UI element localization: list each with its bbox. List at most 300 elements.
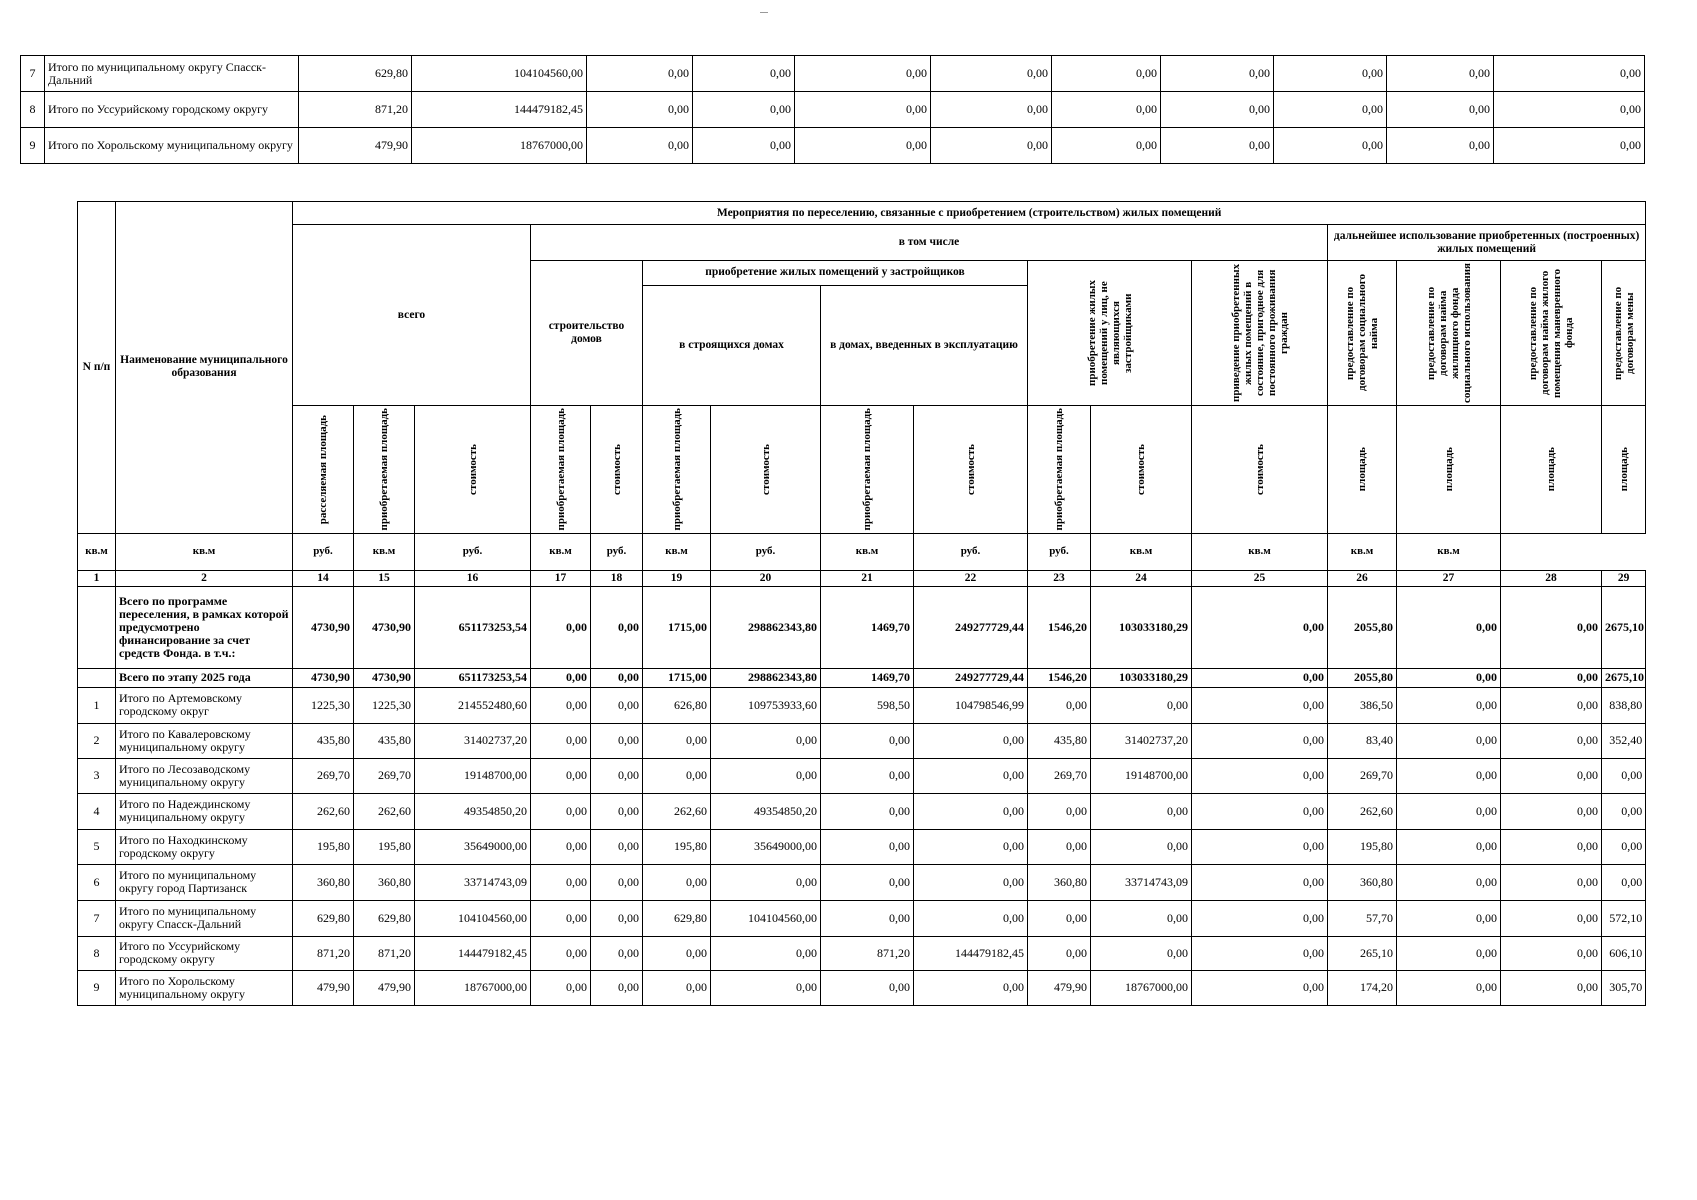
- value-cell: 104104560,00: [415, 900, 531, 936]
- value-cell: 0,00: [1397, 586, 1501, 668]
- value-cell: 0,00: [821, 829, 914, 864]
- value-cell: 0,00: [591, 723, 643, 758]
- value-cell: 2675,10: [1602, 668, 1646, 687]
- top-continuation-table: [20, 55, 1645, 164]
- value-cell: 0,00: [1397, 900, 1501, 936]
- value-cell: 0,00: [821, 864, 914, 900]
- value-cell: 0,00: [1028, 900, 1091, 936]
- value-cell: 0,00: [711, 970, 821, 1005]
- table-row: [78, 864, 1646, 900]
- value-cell: 33714743,09: [1091, 864, 1192, 900]
- value-cell: 0,00: [1501, 793, 1602, 829]
- value-cell: 298862343,80: [711, 668, 821, 687]
- value-cell: 0,00: [1501, 586, 1602, 668]
- sub-ploshchad: площадь: [1501, 406, 1602, 534]
- value-cell: 18767000,00: [1091, 970, 1192, 1005]
- row-number: 2: [78, 723, 116, 758]
- value-cell: 435,80: [354, 723, 415, 758]
- col-n-header: N п/п: [78, 202, 116, 534]
- column-number: 28: [1501, 570, 1602, 586]
- value-cell: 479,90: [293, 970, 354, 1005]
- table-row: [78, 970, 1646, 1005]
- value-cell: 479,90: [299, 128, 412, 164]
- unit-kvm: кв.м: [821, 533, 914, 570]
- value-cell: 0,00: [591, 900, 643, 936]
- row-number: 9: [78, 970, 116, 1005]
- value-cell: 1546,20: [1028, 586, 1091, 668]
- resettlement-table: [77, 201, 1646, 1006]
- header-dalneyshee: дальнейшее использование приобретенных (построенных) жилых помещений: [1328, 225, 1646, 261]
- sub-priobretaemaya: приобретаемая площадь: [643, 406, 711, 534]
- column-number: 17: [531, 570, 591, 586]
- value-cell: 386,50: [1328, 687, 1397, 723]
- value-cell: 35649000,00: [415, 829, 531, 864]
- value-cell: 0,00: [1602, 829, 1646, 864]
- value-cell: 0,00: [1192, 864, 1328, 900]
- value-cell: 0,00: [1274, 56, 1387, 92]
- value-cell: 435,80: [293, 723, 354, 758]
- value-cell: 572,10: [1602, 900, 1646, 936]
- value-cell: 0,00: [1501, 687, 1602, 723]
- value-cell: 0,00: [1397, 829, 1501, 864]
- value-cell: 103033180,29: [1091, 668, 1192, 687]
- column-number: 27: [1397, 570, 1501, 586]
- value-cell: 651173253,54: [415, 586, 531, 668]
- value-cell: 31402737,20: [1091, 723, 1192, 758]
- value-cell: 144479182,45: [412, 92, 587, 128]
- value-cell: 1225,30: [354, 687, 415, 723]
- value-cell: 0,00: [693, 128, 795, 164]
- value-cell: 479,90: [354, 970, 415, 1005]
- value-cell: 0,00: [1028, 793, 1091, 829]
- value-cell: 0,00: [795, 128, 931, 164]
- value-cell: 0,00: [531, 829, 591, 864]
- value-cell: 0,00: [821, 758, 914, 793]
- table-row: [78, 758, 1646, 793]
- value-cell: 31402737,20: [415, 723, 531, 758]
- value-cell: 0,00: [1161, 56, 1274, 92]
- value-cell: 262,60: [643, 793, 711, 829]
- value-cell: 35649000,00: [711, 829, 821, 864]
- value-cell: 0,00: [931, 56, 1052, 92]
- value-cell: 49354850,20: [415, 793, 531, 829]
- main-table-body: [78, 586, 1646, 1005]
- value-cell: 0,00: [795, 56, 931, 92]
- header-priobr-u-lic: приобретение жилых помещений у лиц, не являющихся застройщиками: [1028, 261, 1192, 406]
- value-cell: 1469,70: [821, 668, 914, 687]
- sub-ploshchad: площадь: [1602, 406, 1646, 534]
- unit-kvm: кв.м: [1192, 533, 1328, 570]
- value-cell: 651173253,54: [415, 668, 531, 687]
- value-cell: 0,00: [1161, 128, 1274, 164]
- value-cell: 4730,90: [293, 668, 354, 687]
- value-cell: 0,00: [711, 758, 821, 793]
- value-cell: 18767000,00: [415, 970, 531, 1005]
- value-cell: 0,00: [821, 970, 914, 1005]
- column-number: 25: [1192, 570, 1328, 586]
- value-cell: 0,00: [1192, 793, 1328, 829]
- value-cell: 0,00: [1192, 723, 1328, 758]
- sub-stoimost: стоимость: [711, 406, 821, 534]
- value-cell: 0,00: [1161, 92, 1274, 128]
- value-cell: 0,00: [1091, 793, 1192, 829]
- value-cell: 0,00: [711, 864, 821, 900]
- value-cell: 2675,10: [1602, 586, 1646, 668]
- value-cell: 1225,30: [293, 687, 354, 723]
- column-number: 24: [1091, 570, 1192, 586]
- value-cell: 0,00: [1192, 586, 1328, 668]
- value-cell: 0,00: [1501, 970, 1602, 1005]
- sub-stoimost: стоимость: [1091, 406, 1192, 534]
- value-cell: 0,00: [1052, 128, 1161, 164]
- sub-ploshchad: площадь: [1328, 406, 1397, 534]
- column-number: 23: [1028, 570, 1091, 586]
- municipality-name: Итого по муниципальному округу Спасск-Дальний: [116, 900, 293, 936]
- municipality-name: Итого по Лесозаводскому муниципальному округу: [116, 758, 293, 793]
- value-cell: 0,00: [1091, 900, 1192, 936]
- value-cell: 0,00: [531, 864, 591, 900]
- value-cell: 18767000,00: [412, 128, 587, 164]
- sub-priobretaemaya: приобретаемая площадь: [354, 406, 415, 534]
- value-cell: 0,00: [1387, 92, 1494, 128]
- value-cell: 0,00: [1397, 970, 1501, 1005]
- value-cell: 0,00: [1397, 758, 1501, 793]
- value-cell: 83,40: [1328, 723, 1397, 758]
- value-cell: 0,00: [591, 829, 643, 864]
- column-number: 29: [1602, 570, 1646, 586]
- value-cell: 1715,00: [643, 586, 711, 668]
- municipality-name: Итого по Надеждинскому муниципальному округу: [116, 793, 293, 829]
- value-cell: 0,00: [587, 128, 693, 164]
- column-number: 14: [293, 570, 354, 586]
- value-cell: 0,00: [531, 687, 591, 723]
- column-number: 18: [591, 570, 643, 586]
- row-number: 3: [78, 758, 116, 793]
- value-cell: 0,00: [1501, 668, 1602, 687]
- unit-rub: руб.: [591, 533, 643, 570]
- value-cell: 57,70: [1328, 900, 1397, 936]
- value-cell: 0,00: [1501, 936, 1602, 970]
- table-row: [78, 936, 1646, 970]
- total-row: [78, 668, 1646, 687]
- row-number: 8: [21, 92, 45, 128]
- value-cell: 0,00: [643, 723, 711, 758]
- unit-kvm: кв.м: [643, 533, 711, 570]
- value-cell: 4730,90: [354, 586, 415, 668]
- table-row: [21, 128, 1645, 164]
- value-cell: 0,00: [1274, 128, 1387, 164]
- value-cell: 0,00: [531, 936, 591, 970]
- value-cell: 0,00: [1501, 900, 1602, 936]
- column-number: 26: [1328, 570, 1397, 586]
- municipality-name: Всего по этапу 2025 года: [116, 668, 293, 687]
- column-number-row: [78, 570, 1646, 586]
- municipality-name: Итого по Хорольскому муниципальному округу: [45, 128, 299, 164]
- value-cell: 104798546,99: [914, 687, 1028, 723]
- value-cell: 871,20: [821, 936, 914, 970]
- value-cell: 0,00: [914, 900, 1028, 936]
- value-cell: 0,00: [1397, 723, 1501, 758]
- value-cell: 0,00: [1501, 829, 1602, 864]
- value-cell: 0,00: [1501, 758, 1602, 793]
- value-cell: 0,00: [1091, 829, 1192, 864]
- sub-stoimost: стоимость: [415, 406, 531, 534]
- sub-ploshchad: площадь: [1397, 406, 1501, 534]
- value-cell: 629,80: [354, 900, 415, 936]
- value-cell: 352,40: [1602, 723, 1646, 758]
- value-cell: 1546,20: [1028, 668, 1091, 687]
- value-cell: 0,00: [914, 864, 1028, 900]
- header-meny: предоставление по договорам мены: [1602, 261, 1646, 406]
- sub-stoimost: стоимость: [1192, 406, 1328, 534]
- header-top: Мероприятия по переселению, связанные с приобретением (строительством) жилых помещений: [293, 202, 1646, 225]
- value-cell: 0,00: [693, 56, 795, 92]
- column-number: 1: [78, 570, 116, 586]
- sub-priobretaemaya: приобретаемая площадь: [531, 406, 591, 534]
- value-cell: 629,80: [643, 900, 711, 936]
- municipality-name: Итого по Кавалеровскому муниципальному округу: [116, 723, 293, 758]
- unit-kvm: кв.м: [1397, 533, 1501, 570]
- row-number: 1: [78, 687, 116, 723]
- value-cell: 0,00: [643, 936, 711, 970]
- value-cell: 0,00: [1192, 687, 1328, 723]
- unit-kvm: кв.м: [1328, 533, 1397, 570]
- value-cell: 0,00: [643, 758, 711, 793]
- value-cell: 0,00: [1397, 936, 1501, 970]
- value-cell: 0,00: [587, 92, 693, 128]
- value-cell: 0,00: [531, 793, 591, 829]
- value-cell: 0,00: [1387, 128, 1494, 164]
- total-row: [78, 586, 1646, 668]
- municipality-name: Итого по Уссурийскому городскому округу: [116, 936, 293, 970]
- value-cell: 33714743,09: [415, 864, 531, 900]
- value-cell: 0,00: [821, 900, 914, 936]
- value-cell: 265,10: [1328, 936, 1397, 970]
- column-number: 2: [116, 570, 293, 586]
- value-cell: 0,00: [711, 723, 821, 758]
- header-nayma-manevr: предоставление по договорам найма жилого помещения маневренного фонда: [1501, 261, 1602, 406]
- header-nayma-soc-isp: предоставление по договорам найма жилищного фонда социального использования: [1397, 261, 1501, 406]
- row-number: 4: [78, 793, 116, 829]
- unit-rub: руб.: [293, 533, 354, 570]
- row-number: 7: [21, 56, 45, 92]
- value-cell: 4730,90: [354, 668, 415, 687]
- table-row: [78, 723, 1646, 758]
- municipality-name: Итого по Хорольскому муниципальному округу: [116, 970, 293, 1005]
- unit-kvm: кв.м: [116, 533, 293, 570]
- value-cell: 0,00: [795, 92, 931, 128]
- municipality-name: Итого по Артемовскому городскому округ: [116, 687, 293, 723]
- table-row: [78, 793, 1646, 829]
- value-cell: 0,00: [931, 128, 1052, 164]
- municipality-name: Итого по муниципальному округу Спасск-Дальний: [45, 56, 299, 92]
- value-cell: 360,80: [1028, 864, 1091, 900]
- unit-kvm: кв.м: [531, 533, 591, 570]
- sub-rasselyaemaya: расселяемая площадь: [293, 406, 354, 534]
- header-soc-nayma: предоставление по договорам социального найма: [1328, 261, 1397, 406]
- value-cell: 0,00: [1602, 793, 1646, 829]
- value-cell: 0,00: [914, 793, 1028, 829]
- value-cell: 0,00: [711, 936, 821, 970]
- row-number: 7: [78, 900, 116, 936]
- value-cell: 19148700,00: [415, 758, 531, 793]
- value-cell: 0,00: [931, 92, 1052, 128]
- value-cell: 262,60: [354, 793, 415, 829]
- row-number: 5: [78, 829, 116, 864]
- value-cell: 629,80: [293, 900, 354, 936]
- value-cell: 871,20: [354, 936, 415, 970]
- value-cell: 0,00: [1192, 900, 1328, 936]
- header-vsego: всего: [293, 225, 531, 406]
- value-cell: 0,00: [1091, 936, 1192, 970]
- sub-stoimost: стоимость: [914, 406, 1028, 534]
- column-number: 15: [354, 570, 415, 586]
- value-cell: 435,80: [1028, 723, 1091, 758]
- value-cell: 0,00: [1387, 56, 1494, 92]
- value-cell: 109753933,60: [711, 687, 821, 723]
- row-number: 6: [78, 864, 116, 900]
- row-number: [78, 668, 116, 687]
- value-cell: 0,00: [1501, 723, 1602, 758]
- value-cell: 0,00: [1091, 687, 1192, 723]
- value-cell: 0,00: [591, 687, 643, 723]
- table-row: [78, 687, 1646, 723]
- value-cell: 0,00: [1052, 92, 1161, 128]
- value-cell: 269,70: [293, 758, 354, 793]
- value-cell: 0,00: [531, 900, 591, 936]
- value-cell: 49354850,20: [711, 793, 821, 829]
- value-cell: 606,10: [1602, 936, 1646, 970]
- value-cell: 0,00: [1397, 793, 1501, 829]
- value-cell: 0,00: [1494, 92, 1645, 128]
- value-cell: 214552480,60: [415, 687, 531, 723]
- value-cell: 0,00: [1192, 829, 1328, 864]
- value-cell: 195,80: [643, 829, 711, 864]
- municipality-name: Итого по Уссурийскому городскому округу: [45, 92, 299, 128]
- value-cell: 0,00: [1052, 56, 1161, 92]
- value-cell: 0,00: [1501, 864, 1602, 900]
- value-cell: 262,60: [293, 793, 354, 829]
- header-v-stroyashchihsya: в строящихся домах: [643, 285, 821, 406]
- sub-priobretaemaya: приобретаемая площадь: [1028, 406, 1091, 534]
- table-row: [21, 56, 1645, 92]
- value-cell: 0,00: [591, 758, 643, 793]
- value-cell: 298862343,80: [711, 586, 821, 668]
- row-number: 8: [78, 936, 116, 970]
- value-cell: 19148700,00: [1091, 758, 1192, 793]
- value-cell: 195,80: [293, 829, 354, 864]
- value-cell: 360,80: [1328, 864, 1397, 900]
- value-cell: 269,70: [1328, 758, 1397, 793]
- value-cell: 0,00: [1192, 668, 1328, 687]
- value-cell: 0,00: [531, 723, 591, 758]
- value-cell: 871,20: [299, 92, 412, 128]
- value-cell: 0,00: [591, 936, 643, 970]
- value-cell: 195,80: [1328, 829, 1397, 864]
- value-cell: 0,00: [591, 586, 643, 668]
- value-cell: 174,20: [1328, 970, 1397, 1005]
- unit-kvm: кв.м: [354, 533, 415, 570]
- value-cell: 144479182,45: [914, 936, 1028, 970]
- unit-rub: руб.: [1028, 533, 1091, 570]
- value-cell: 0,00: [914, 970, 1028, 1005]
- value-cell: 626,80: [643, 687, 711, 723]
- col-name-header: Наименование муниципального образования: [116, 202, 293, 534]
- value-cell: 0,00: [531, 586, 591, 668]
- sub-priobretaemaya: приобретаемая площадь: [821, 406, 914, 534]
- row-number: 9: [21, 128, 45, 164]
- value-cell: 104104560,00: [711, 900, 821, 936]
- value-cell: 360,80: [354, 864, 415, 900]
- value-cell: 838,80: [1602, 687, 1646, 723]
- top-table-body: [21, 56, 1645, 164]
- value-cell: 0,00: [1397, 687, 1501, 723]
- value-cell: 0,00: [587, 56, 693, 92]
- value-cell: 144479182,45: [415, 936, 531, 970]
- value-cell: 629,80: [299, 56, 412, 92]
- value-cell: 104104560,00: [412, 56, 587, 92]
- value-cell: 0,00: [1397, 864, 1501, 900]
- unit-kvm: кв.м: [78, 533, 116, 570]
- value-cell: 269,70: [354, 758, 415, 793]
- column-number: 16: [415, 570, 531, 586]
- table-row: [78, 900, 1646, 936]
- value-cell: 0,00: [591, 970, 643, 1005]
- header-stroitelstvo: строительство домов: [531, 261, 643, 406]
- value-cell: 1469,70: [821, 586, 914, 668]
- value-cell: 1715,00: [643, 668, 711, 687]
- header-v-domah-vvedennyh: в домах, введенных в эксплуатацию: [821, 285, 1028, 406]
- value-cell: 4730,90: [293, 586, 354, 668]
- column-number: 22: [914, 570, 1028, 586]
- unit-rub: руб.: [415, 533, 531, 570]
- value-cell: 360,80: [293, 864, 354, 900]
- value-cell: 103033180,29: [1091, 586, 1192, 668]
- unit-kvm: кв.м: [1091, 533, 1192, 570]
- value-cell: 871,20: [293, 936, 354, 970]
- value-cell: 0,00: [1028, 936, 1091, 970]
- value-cell: 0,00: [821, 723, 914, 758]
- value-cell: 0,00: [531, 758, 591, 793]
- value-cell: 598,50: [821, 687, 914, 723]
- row-number: [78, 586, 116, 668]
- municipality-name: Итого по Находкинскому городскому округу: [116, 829, 293, 864]
- municipality-name: Всего по программе переселения, в рамках которой предусмотрено финансирование за счет средств Фонда. в т.ч.:: [116, 586, 293, 668]
- value-cell: 0,00: [1192, 936, 1328, 970]
- unit-rub: руб.: [914, 533, 1028, 570]
- value-cell: 262,60: [1328, 793, 1397, 829]
- value-cell: 0,00: [1192, 970, 1328, 1005]
- value-cell: 0,00: [821, 793, 914, 829]
- table-row: [78, 829, 1646, 864]
- value-cell: 305,70: [1602, 970, 1646, 1005]
- value-cell: 0,00: [1028, 829, 1091, 864]
- value-cell: 0,00: [1274, 92, 1387, 128]
- value-cell: 479,90: [1028, 970, 1091, 1005]
- value-cell: 249277729,44: [914, 586, 1028, 668]
- value-cell: 0,00: [1602, 864, 1646, 900]
- value-cell: 0,00: [914, 758, 1028, 793]
- value-cell: 0,00: [1028, 687, 1091, 723]
- page-mark: [760, 12, 768, 13]
- sub-stoimost: стоимость: [591, 406, 643, 534]
- value-cell: 0,00: [1602, 758, 1646, 793]
- column-number: 19: [643, 570, 711, 586]
- value-cell: 2055,80: [1328, 668, 1397, 687]
- table-row: [21, 92, 1645, 128]
- unit-rub: руб.: [711, 533, 821, 570]
- value-cell: 0,00: [914, 723, 1028, 758]
